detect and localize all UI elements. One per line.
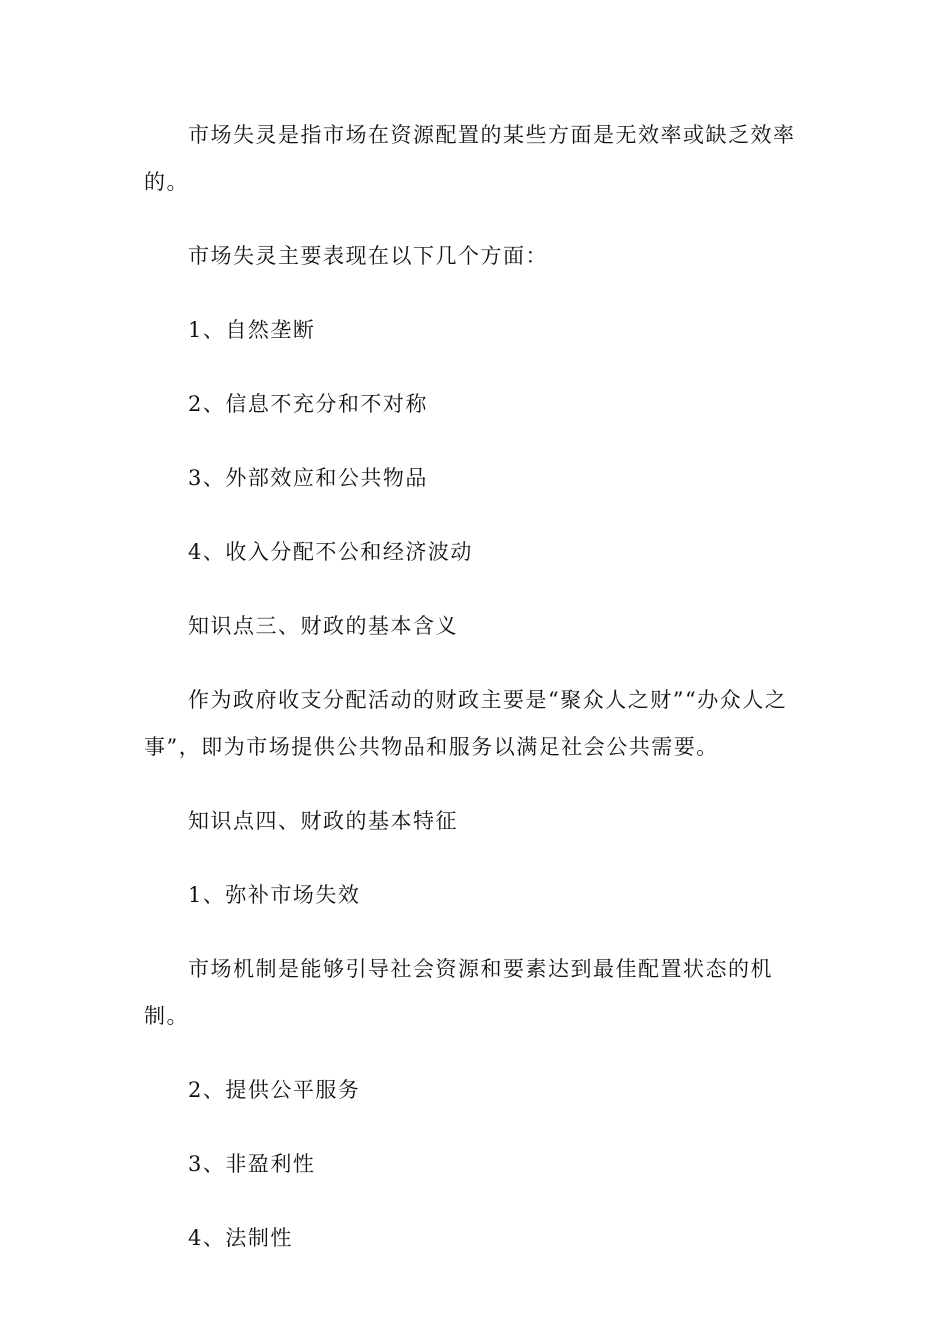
heading-knowledge-point-three: 知识点三、财政的基本含义 [188,614,458,638]
paragraph-gap [144,354,809,381]
paragraph-gap [144,576,809,603]
paragraph-finance-meaning: 作为政府收支分配活动的财政主要是“聚众人之财”“办众人之事”，即为市场提供公共物品和服务以满足社会公共需要。 [144,688,788,759]
paragraph-gap [144,206,809,233]
paragraph-gap [144,845,809,872]
paragraph-gap [144,1114,809,1141]
paragraph-market-failure-definition: 市场失灵是指市场在资源配置的某些方面是无效率或缺乏效率的。 [144,123,796,194]
paragraph-market-failure-manifestations: 市场失灵主要表现在以下几个方面： [188,244,548,268]
paragraph-gap [144,919,809,946]
document-body [144,112,809,1262]
list-item-natural-monopoly: 1、自然垄断 [188,318,316,342]
paragraph-gap [144,771,809,798]
list-item-non-profit: 3、非盈利性 [188,1152,316,1176]
paragraph-gap [144,1040,809,1067]
paragraph-gap [144,502,809,529]
list-item-information-asymmetry: 2、信息不充分和不对称 [188,392,428,416]
paragraph-market-mechanism: 市场机制是能够引导社会资源和要素达到最佳配置状态的机制。 [144,957,773,1028]
list-item-fair-services: 2、提供公平服务 [188,1078,361,1102]
list-item-externalities-public-goods: 3、外部效应和公共物品 [188,466,428,490]
heading-knowledge-point-four: 知识点四、财政的基本特征 [188,809,458,833]
paragraph-gap [144,280,809,307]
list-item-legality: 4、法制性 [188,1226,293,1250]
paragraph-gap [144,650,809,677]
paragraph-gap [144,1188,809,1215]
list-item-compensate-market-failure: 1、弥补市场失效 [188,883,361,907]
paragraph-gap [144,428,809,455]
list-item-income-distribution: 4、收入分配不公和经济波动 [188,540,473,564]
